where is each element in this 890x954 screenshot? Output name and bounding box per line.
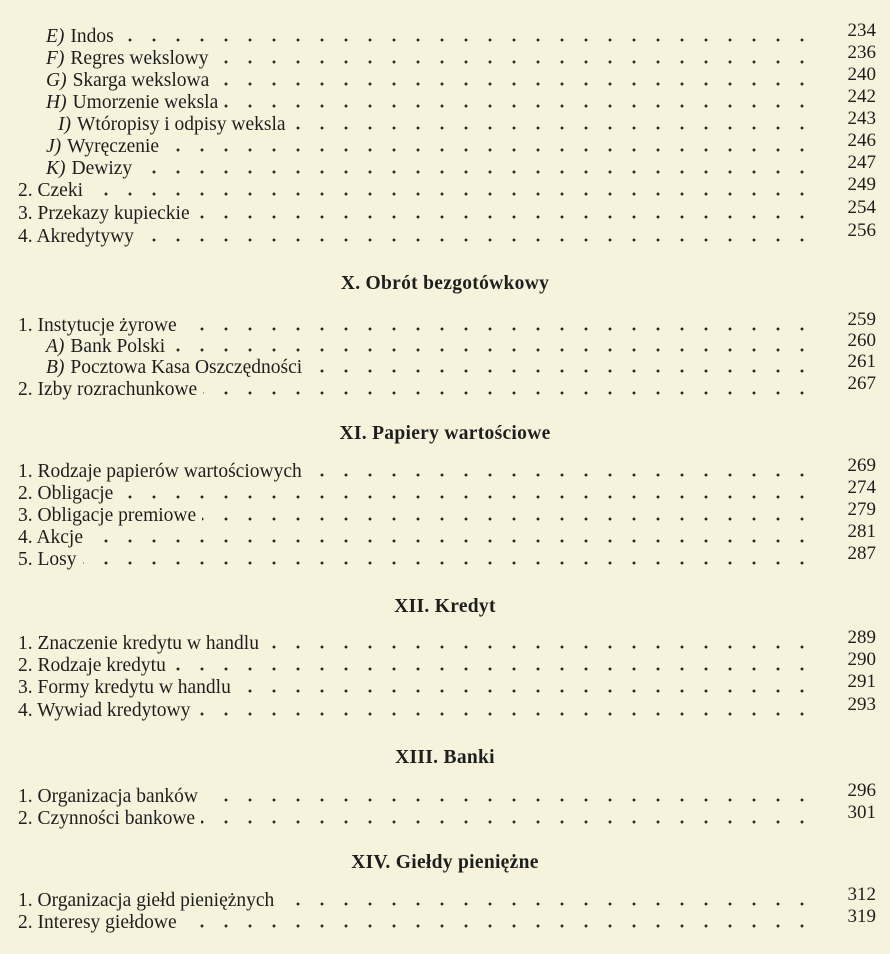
dot-leader (165, 148, 814, 152)
entry-label (18, 633, 259, 655)
entry-number: 1. (18, 461, 33, 482)
toc-entry[interactable] (0, 130, 876, 158)
dot-leader (120, 38, 814, 42)
page-number: 269 (847, 455, 876, 476)
dot-leader (196, 712, 814, 716)
entry-label (46, 336, 165, 358)
entry-number: 2. (18, 180, 33, 201)
page-number: 243 (847, 108, 876, 129)
entry-title: Organizacja banków (37, 786, 198, 807)
entry-title: Rodzaje kredytu (37, 655, 166, 676)
entry-number: 4. (18, 700, 33, 721)
toc-entry[interactable] (0, 197, 876, 225)
dot-leader (183, 327, 814, 331)
dot-leader (89, 192, 814, 196)
entry-label (46, 158, 132, 180)
entry-label (46, 70, 209, 92)
entry-number: 2. (18, 655, 33, 676)
page-number: 247 (847, 152, 876, 173)
page-number: 287 (847, 543, 876, 564)
page-number: 279 (847, 499, 876, 520)
entry-title: Formy kredytu w handlu (37, 677, 231, 698)
entry-number: 4. (18, 527, 33, 548)
page-number: 290 (847, 649, 876, 670)
page-number: 274 (847, 477, 876, 498)
toc-entry[interactable] (0, 42, 876, 70)
entry-subsection-letter: J) (46, 136, 62, 157)
toc-entry[interactable] (0, 543, 876, 571)
entry-title: Indos (70, 26, 114, 47)
entry-title: Czeki (37, 180, 83, 201)
entry-title: Wtóropisy i odpisy weksla (77, 114, 286, 135)
entry-label (18, 505, 196, 527)
toc-entry[interactable] (0, 802, 876, 830)
entry-label (46, 136, 159, 158)
toc-entry[interactable] (0, 649, 876, 677)
entry-title: Wyręczenie (67, 136, 160, 157)
entry-number: 2. (18, 808, 33, 829)
entry-label (18, 203, 190, 225)
entry-label (18, 379, 197, 401)
toc-entry[interactable] (0, 20, 876, 48)
page-number: 301 (847, 802, 876, 823)
page-number: 254 (847, 197, 876, 218)
chapter-heading: XII. Kredyt (394, 596, 496, 617)
entry-title: Obligacje premiowe (37, 505, 197, 526)
entry-label (18, 808, 195, 830)
entry-number: 3. (18, 203, 33, 224)
dot-leader (140, 238, 814, 242)
entry-title: Akcje (36, 527, 83, 548)
entry-label (18, 461, 302, 483)
toc-entry[interactable] (0, 86, 876, 114)
dot-leader (202, 517, 814, 521)
toc-entry[interactable] (0, 64, 876, 92)
entry-title: Organizacja giełd pieniężnych (37, 890, 275, 911)
toc-entry[interactable] (0, 694, 876, 722)
dot-leader (119, 495, 814, 499)
entry-number: 2. (18, 912, 33, 933)
chapter-heading: XIII. Banki (395, 747, 495, 768)
toc-entry[interactable] (0, 152, 876, 180)
entry-subsection-letter: G) (46, 70, 67, 91)
dot-leader (171, 348, 814, 352)
entry-label (18, 655, 166, 677)
page-number: 260 (847, 330, 876, 351)
entry-title: Interesy giełdowe (37, 912, 177, 933)
page-number: 246 (847, 130, 876, 151)
entry-label (46, 48, 209, 70)
dot-leader (237, 689, 814, 693)
toc-entry[interactable] (0, 521, 876, 549)
entry-label (18, 180, 83, 202)
dot-leader (280, 902, 814, 906)
toc-entry[interactable] (0, 455, 876, 483)
page-number: 267 (847, 373, 876, 394)
entry-title: Przekazy kupieckie (37, 203, 190, 224)
toc-entry[interactable] (0, 174, 876, 202)
dot-leader (89, 539, 814, 543)
entry-number: 1. (18, 633, 33, 654)
entry-subsection-letter: F) (46, 48, 65, 69)
page-number: 281 (847, 521, 876, 542)
page-number: 289 (847, 627, 876, 648)
entry-number: 2. (18, 379, 33, 400)
entry-title: Dewizy (71, 158, 133, 179)
dot-leader (292, 126, 814, 130)
page-number: 256 (847, 220, 876, 241)
toc-entry[interactable] (0, 330, 876, 358)
dot-leader (215, 82, 814, 86)
dot-leader (224, 104, 814, 108)
entry-title: Znaczenie kredytu w handlu (37, 633, 259, 654)
toc-entry[interactable] (0, 220, 876, 248)
page-number: 312 (847, 884, 876, 905)
entry-label (58, 114, 286, 136)
entry-title: Instytucje żyrowe (37, 315, 177, 336)
entry-subsection-letter: A) (46, 336, 65, 357)
entry-title: Umorzenie weksla (72, 92, 219, 113)
page-number: 259 (847, 309, 876, 330)
toc-entry[interactable] (0, 884, 876, 912)
entry-label (46, 92, 218, 114)
page-number: 249 (847, 174, 876, 195)
entry-number: 1. (18, 315, 33, 336)
page-number: 296 (847, 780, 876, 801)
page-number: 261 (847, 351, 876, 372)
dot-leader (265, 645, 814, 649)
toc-entry[interactable] (0, 373, 876, 401)
entry-title: Wywiad kredytowy (37, 700, 191, 721)
entry-number: 4. (18, 226, 33, 247)
entry-title: Izby rozrachunkowe (37, 379, 198, 400)
chapter-heading: X. Obrót bezgotówkowy (340, 273, 550, 294)
entry-label (18, 912, 177, 934)
entry-subsection-letter: E) (46, 26, 65, 47)
page-number: 236 (847, 42, 876, 63)
entry-title: Akredytywy (36, 226, 134, 247)
toc-entry[interactable] (0, 780, 876, 808)
entry-title: Regres wekslowy (70, 48, 209, 69)
page-number: 291 (847, 671, 876, 692)
chapter-heading: XI. Papiery wartościowe (339, 423, 551, 444)
page-number: 242 (847, 86, 876, 107)
dot-leader (203, 391, 814, 395)
entry-number: 3. (18, 505, 33, 526)
entry-label (18, 527, 83, 549)
entry-number: 5. (18, 549, 33, 570)
dot-leader (215, 60, 814, 64)
dot-leader (204, 798, 814, 802)
entry-label (18, 315, 177, 337)
entry-label (18, 786, 198, 808)
entry-subsection-letter: K) (46, 158, 66, 179)
dot-leader (308, 473, 814, 477)
dot-leader (308, 369, 814, 373)
page-number: 319 (847, 906, 876, 927)
page-number: 293 (847, 694, 876, 715)
entry-number: 2. (18, 483, 33, 504)
dot-leader (201, 820, 814, 824)
entry-subsection-letter: I) (58, 114, 71, 135)
toc-entry[interactable] (0, 309, 876, 337)
entry-title: Skarga wekslowa (72, 70, 210, 91)
dot-leader (183, 924, 814, 928)
entry-label (18, 677, 231, 699)
entry-number: 1. (18, 786, 33, 807)
dot-leader (196, 215, 814, 219)
entry-title: Rodzaje papierów wartościowych (37, 461, 302, 482)
toc-entry[interactable] (0, 906, 876, 934)
entry-title: Bank Polski (70, 336, 166, 357)
entry-label (18, 700, 190, 722)
entry-subsection-letter: B) (46, 357, 65, 378)
entry-label (18, 483, 113, 505)
entry-label (46, 357, 302, 379)
entry-label (18, 890, 274, 912)
toc-entry[interactable] (0, 477, 876, 505)
entry-label (46, 26, 114, 48)
toc-entry[interactable] (0, 499, 876, 527)
entry-title: Czynności bankowe (37, 808, 196, 829)
chapter-heading: XIV. Giełdy pieniężne (351, 852, 539, 873)
entry-subsection-letter: H) (46, 92, 67, 113)
entry-number: 1. (18, 890, 33, 911)
entry-number: 3. (18, 677, 33, 698)
toc-entry[interactable] (0, 627, 876, 655)
entry-label (18, 549, 77, 571)
dot-leader (83, 561, 814, 565)
page-number: 234 (847, 20, 876, 41)
entry-title: Pocztowa Kasa Oszczędności (70, 357, 303, 378)
toc-entry[interactable] (0, 108, 876, 136)
page-number: 240 (847, 64, 876, 85)
entry-title: Obligacje (37, 483, 114, 504)
dot-leader (172, 667, 814, 671)
entry-title: Losy (37, 549, 77, 570)
toc-entry[interactable] (0, 351, 876, 379)
entry-label (18, 226, 134, 248)
dot-leader (138, 170, 814, 174)
toc-entry[interactable] (0, 671, 876, 699)
